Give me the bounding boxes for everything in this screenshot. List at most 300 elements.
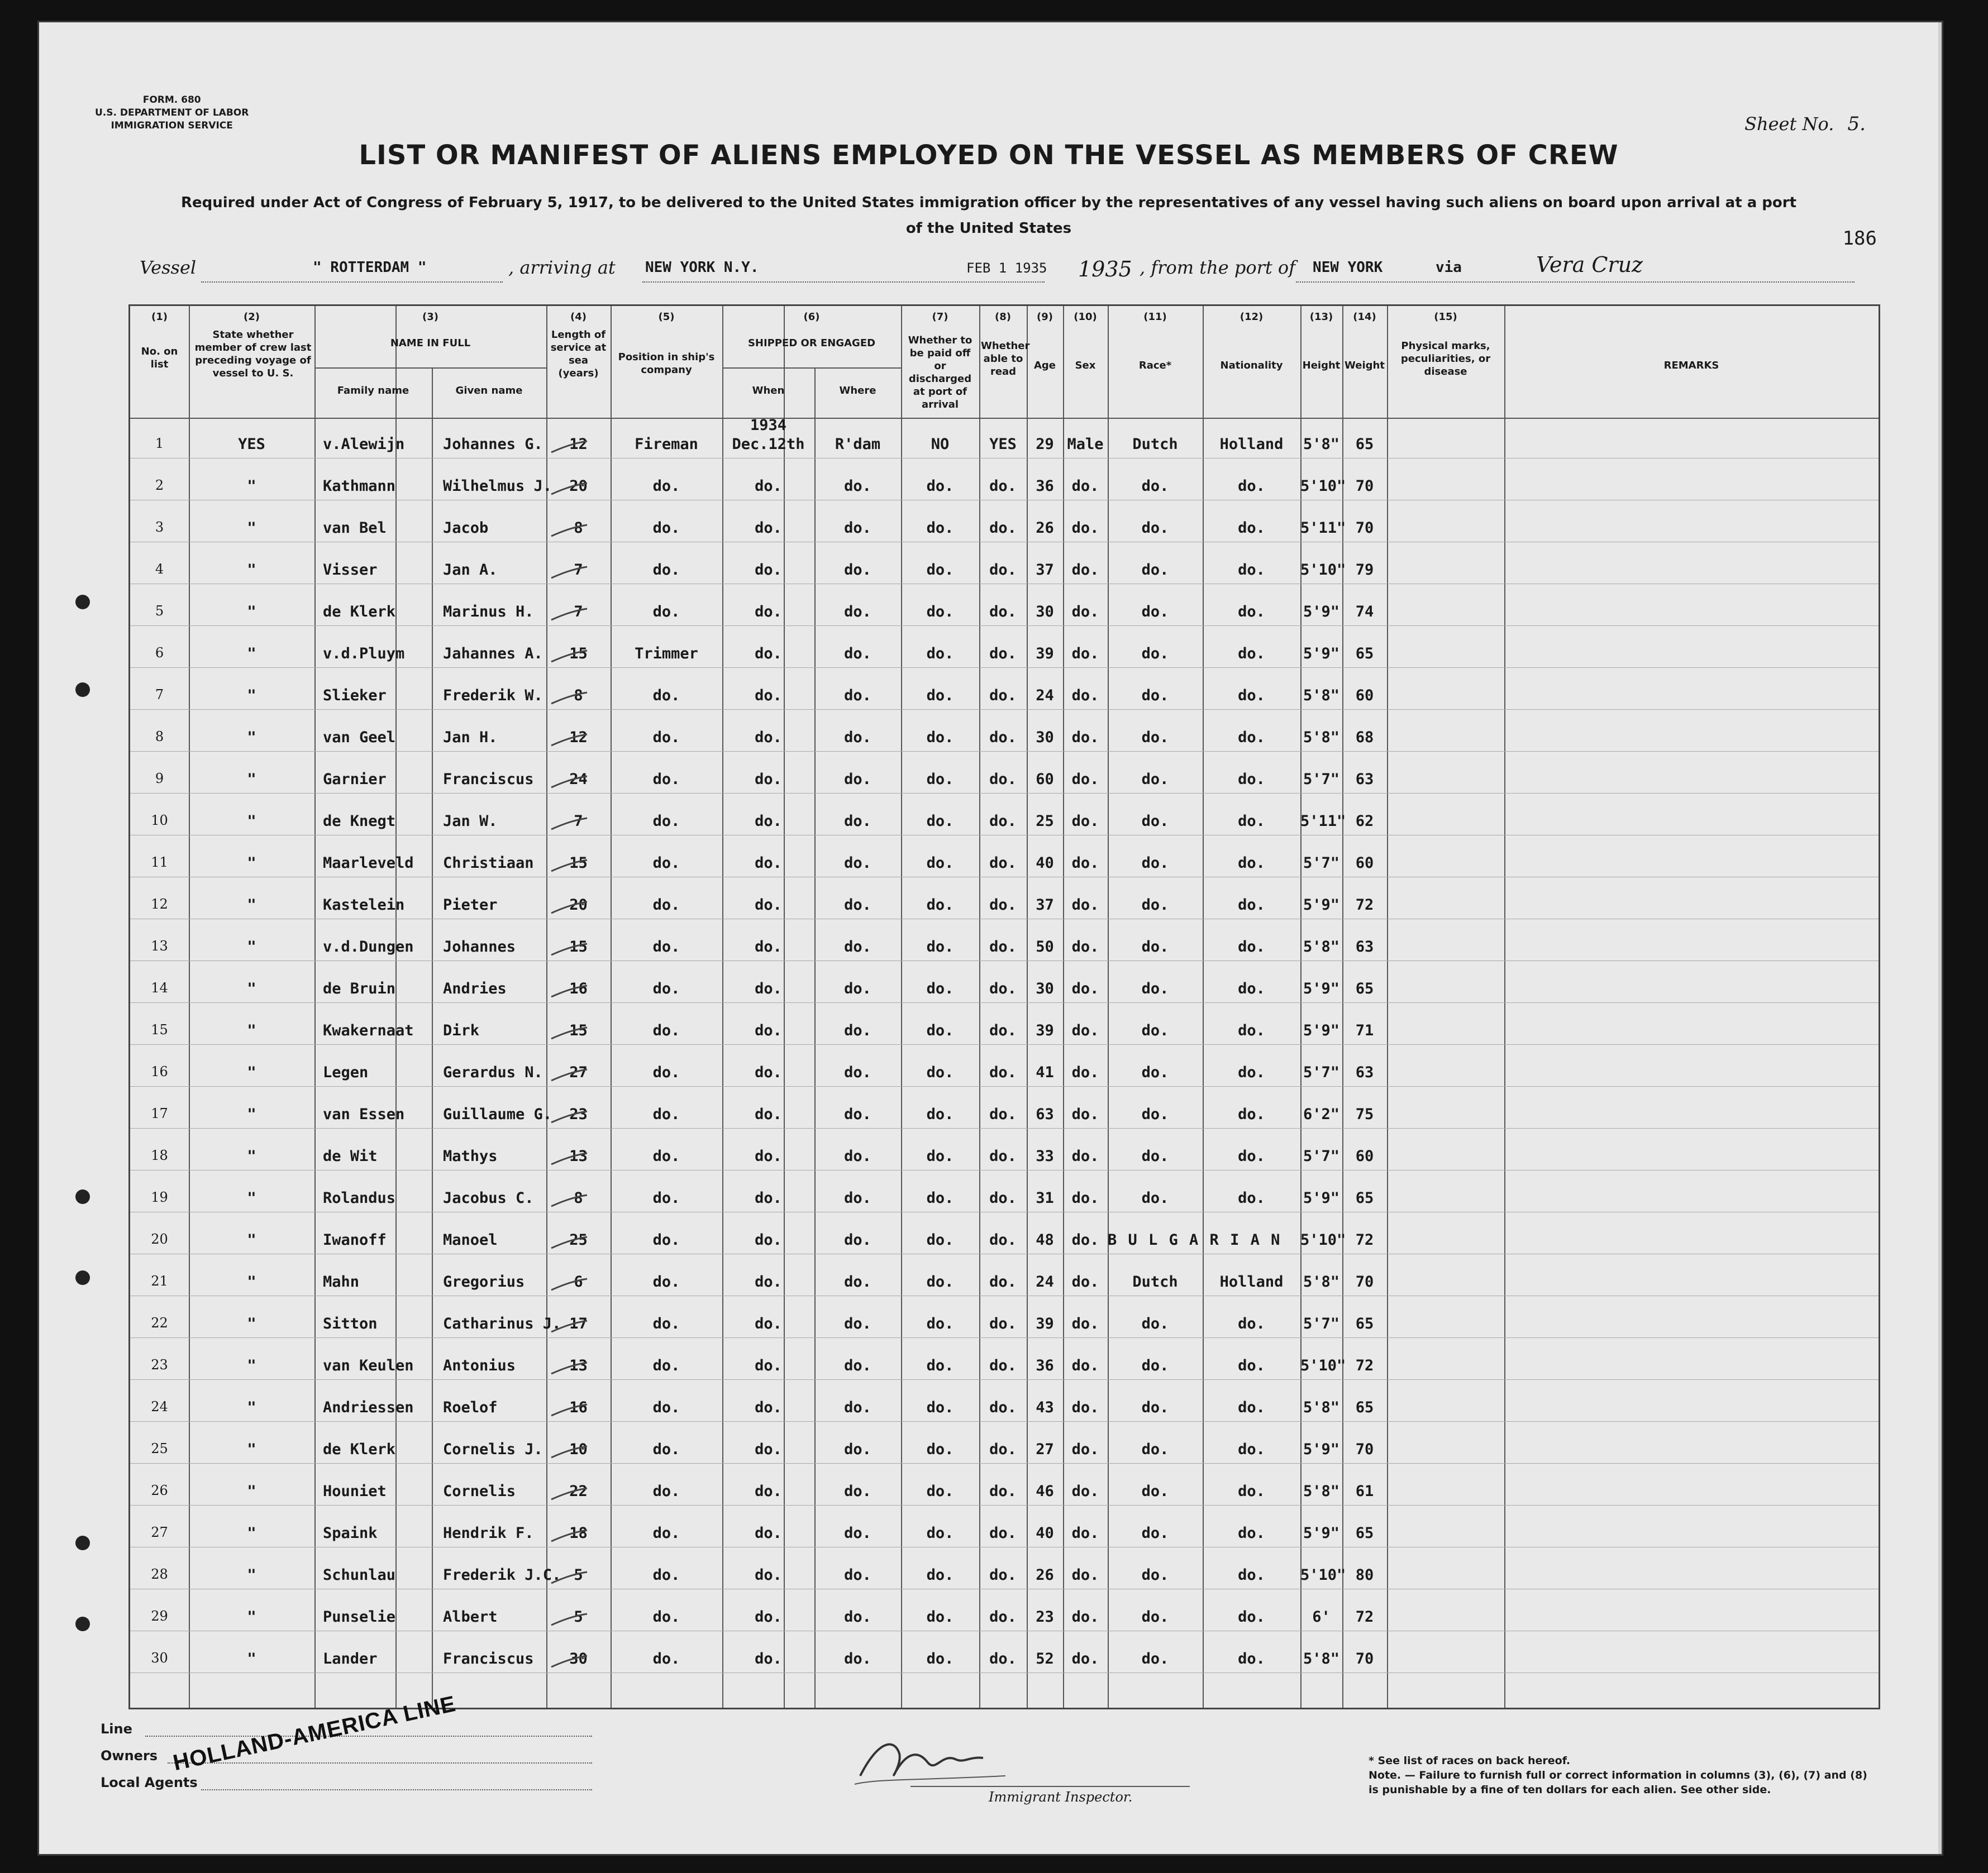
cell-read: do. <box>989 1189 1017 1207</box>
cell-weight: 65 <box>1355 1189 1374 1207</box>
form-number: FORM. 680 <box>142 94 201 106</box>
header-weight: Weight <box>1345 360 1385 371</box>
cell-given: Gregorius <box>443 1273 525 1291</box>
cell-height: 5'9" <box>1303 1189 1340 1207</box>
tally-mark <box>550 1026 589 1043</box>
cell-sex: do. <box>1071 1608 1099 1626</box>
cell-age: 23 <box>1036 1608 1054 1626</box>
penalty-note-line1: Note. — Failure to furnish full or correct information in columns (3), (6), (7) and (8) <box>1369 1769 1867 1781</box>
tally-mark <box>550 775 589 792</box>
cell-read: do. <box>989 1231 1017 1249</box>
cell-family: Maarleveld <box>323 854 414 872</box>
cell-height: 5'9" <box>1303 645 1340 662</box>
cell-where: do. <box>844 561 871 579</box>
punch-hole <box>75 1617 90 1631</box>
cell-nat: do. <box>1238 1441 1265 1458</box>
cell-position: do. <box>652 771 680 788</box>
cell-height: 5'8" <box>1303 1650 1340 1667</box>
cell-sex: do. <box>1071 896 1099 914</box>
tally-mark <box>550 943 589 959</box>
cell-race: do. <box>1141 477 1169 495</box>
header-height: Height <box>1302 360 1341 371</box>
cell-family: Spaink <box>323 1525 378 1542</box>
cell-read: do. <box>989 1525 1017 1542</box>
cell-no: 7 <box>155 687 164 703</box>
cell-weight: 75 <box>1355 1106 1374 1123</box>
cell-paid: do. <box>926 1148 954 1165</box>
cell-where: do. <box>844 1022 871 1039</box>
cell-weight: 65 <box>1355 1525 1374 1542</box>
arriving-port: NEW YORK N.Y. <box>645 259 759 276</box>
cell-read: do. <box>989 603 1017 620</box>
cell-service: 13 <box>569 1148 588 1165</box>
cell-prev: " <box>247 1566 256 1584</box>
cell-read: do. <box>989 1357 1017 1374</box>
cell-race: Dutch <box>1132 1273 1178 1291</box>
header-c5-number: (5) <box>658 311 675 323</box>
cell-prev: " <box>247 1608 256 1626</box>
cell-position: do. <box>652 896 680 914</box>
cell-read: do. <box>989 477 1017 495</box>
cell-race: do. <box>1141 561 1169 579</box>
sheet-number-label: Sheet No. <box>1744 113 1834 135</box>
cell-position: do. <box>652 561 680 579</box>
cell-given: Cornelis <box>443 1483 516 1500</box>
cell-read: do. <box>989 1022 1017 1039</box>
tally-mark <box>550 1320 589 1336</box>
cell-service: 25 <box>569 1231 588 1249</box>
cell-service: 8 <box>574 1189 583 1207</box>
cell-nat: do. <box>1238 1148 1265 1165</box>
cell-paid: do. <box>926 813 954 830</box>
cell-nat: do. <box>1238 729 1265 746</box>
cell-given: Frederik W. <box>443 687 543 704</box>
cell-where: do. <box>844 729 871 746</box>
cell-read: do. <box>989 1148 1017 1165</box>
cell-height: 5'9" <box>1303 1441 1340 1458</box>
cell-read: do. <box>989 519 1017 537</box>
cell-read: do. <box>989 1441 1017 1458</box>
cell-position: do. <box>652 1022 680 1039</box>
header-nationality: Nationality <box>1220 360 1283 371</box>
cell-nat: do. <box>1238 1483 1265 1500</box>
punch-hole <box>75 1270 90 1285</box>
cell-weight: 68 <box>1355 729 1374 746</box>
cell-family: Slieker <box>323 687 387 704</box>
cell-given: Jan A. <box>443 561 498 579</box>
tally-mark <box>550 1529 589 1546</box>
header-c4-number: (4) <box>570 311 587 323</box>
header-c11-number: (11) <box>1143 311 1167 323</box>
cell-family: Iwanoff <box>323 1231 387 1249</box>
cell-read: do. <box>989 687 1017 704</box>
cell-no: 21 <box>151 1273 168 1289</box>
cell-race: do. <box>1141 1525 1169 1542</box>
cell-age: 39 <box>1036 1022 1054 1039</box>
cell-position: do. <box>652 1399 680 1416</box>
cell-when: do. <box>755 938 782 955</box>
cell-weight: 71 <box>1355 1022 1374 1039</box>
cell-service: 12 <box>569 729 588 746</box>
footer-notes <box>1369 1753 1867 1797</box>
cell-prev: " <box>247 938 256 955</box>
cell-sex: do. <box>1071 1399 1099 1416</box>
cell-position: Trimmer <box>635 645 698 662</box>
cell-sex: do. <box>1071 477 1099 495</box>
cell-paid: do. <box>926 1189 954 1207</box>
cell-when: do. <box>755 1106 782 1123</box>
cell-race: do. <box>1141 771 1169 788</box>
cell-race: do. <box>1141 980 1169 997</box>
cell-when: Dec.12th <box>732 436 805 453</box>
cell-weight: 70 <box>1355 1441 1374 1458</box>
header-able-to-read: Whether able to read <box>981 340 1030 378</box>
cell-age: 39 <box>1036 645 1054 662</box>
cell-nat: do. <box>1238 980 1265 997</box>
tally-mark <box>550 1068 589 1085</box>
cell-read: do. <box>989 561 1017 579</box>
cell-height: 5'8" <box>1303 729 1340 746</box>
cell-race: do. <box>1141 938 1169 955</box>
header-when: When <box>752 385 785 396</box>
cell-sex: do. <box>1071 854 1099 872</box>
cell-sex: Male <box>1067 436 1104 453</box>
tally-mark <box>550 566 589 582</box>
tally-mark <box>550 817 589 834</box>
cell-weight: 65 <box>1355 436 1374 453</box>
cell-prev: " <box>247 1315 256 1332</box>
cell-where: do. <box>844 1064 871 1081</box>
cell-family: de Wit <box>323 1148 378 1165</box>
cell-nat: do. <box>1238 813 1265 830</box>
cell-paid: do. <box>926 1064 954 1081</box>
tally-mark <box>550 1152 589 1169</box>
cell-service: 7 <box>574 813 583 830</box>
cell-prev: " <box>247 771 256 788</box>
cell-service: 12 <box>569 436 588 453</box>
cell-read: do. <box>989 1315 1017 1332</box>
header-sex: Sex <box>1075 360 1096 371</box>
tally-mark <box>550 1445 589 1462</box>
cell-prev: " <box>247 1650 256 1667</box>
cell-race: do. <box>1141 603 1169 620</box>
sheet-number <box>1744 113 1866 135</box>
cell-weight: 70 <box>1355 477 1374 495</box>
cell-sex: do. <box>1071 938 1099 955</box>
cell-weight: 65 <box>1355 1399 1374 1416</box>
tally-mark <box>550 985 589 1001</box>
cell-height: 5'9" <box>1303 1525 1340 1542</box>
statutory-notice-line1: Required under Act of Congress of February 5, 1917, to be delivered to the United States immigration officer by the representatives of any vessel having such aliens on board upon arrival at a port <box>180 194 1797 211</box>
cell-race: do. <box>1141 896 1169 914</box>
cell-service: 10 <box>569 1441 588 1458</box>
header-c15-number: (15) <box>1434 311 1457 323</box>
cell-service: 8 <box>574 519 583 537</box>
cell-weight: 70 <box>1355 519 1374 537</box>
cell-given: Franciscus <box>443 1650 534 1667</box>
cell-no: 16 <box>151 1064 168 1079</box>
cell-prev: " <box>247 519 256 537</box>
cell-when: do. <box>755 1273 782 1291</box>
cell-no: 29 <box>151 1608 168 1624</box>
cell-sex: do. <box>1071 1483 1099 1500</box>
cell-height: 5'10" <box>1300 477 1346 495</box>
cell-prev: " <box>247 813 256 830</box>
cell-age: 43 <box>1036 1399 1054 1416</box>
cell-when: do. <box>755 854 782 872</box>
cell-age: 24 <box>1036 1273 1054 1291</box>
cell-no: 20 <box>151 1231 168 1247</box>
cell-nat: Holland <box>1219 436 1284 453</box>
cell-position: do. <box>652 603 680 620</box>
cell-where: do. <box>844 519 871 537</box>
cell-height: 5'7" <box>1303 854 1340 872</box>
tally-mark <box>550 1655 589 1671</box>
cell-service: 15 <box>569 645 588 662</box>
cell-position: do. <box>652 1441 680 1458</box>
cell-age: 46 <box>1036 1483 1054 1500</box>
cell-no: 18 <box>151 1148 168 1163</box>
document-title: LIST OR MANIFEST OF ALIENS EMPLOYED ON THE VESSEL AS MEMBERS OF CREW <box>359 140 1619 171</box>
cell-service: 16 <box>569 980 588 997</box>
cell-no: 24 <box>151 1399 168 1415</box>
cell-sex: do. <box>1071 1106 1099 1123</box>
cell-given: Christiaan <box>443 854 534 872</box>
cell-no: 25 <box>151 1441 168 1456</box>
cell-age: 48 <box>1036 1231 1054 1249</box>
cell-family: Punselie <box>323 1608 396 1626</box>
cell-given: Franciscus <box>443 771 534 788</box>
cell-position: do. <box>652 980 680 997</box>
cell-sex: do. <box>1071 1273 1099 1291</box>
cell-race: do. <box>1141 687 1169 704</box>
cell-family: van Keulen <box>323 1357 414 1374</box>
cell-position: do. <box>652 1148 680 1165</box>
header-where: Where <box>839 385 876 396</box>
cell-nat: do. <box>1238 519 1265 537</box>
cell-given: Andries <box>443 980 507 997</box>
cell-weight: 79 <box>1355 561 1374 579</box>
header-race: Race* <box>1138 360 1172 371</box>
cell-race: do. <box>1141 1650 1169 1667</box>
cell-race: do. <box>1141 854 1169 872</box>
cell-where: do. <box>844 1608 871 1626</box>
cell-age: 30 <box>1036 980 1054 997</box>
cell-nat: do. <box>1238 1106 1265 1123</box>
header-remarks: REMARKS <box>1663 360 1719 371</box>
cell-height: 5'7" <box>1303 771 1340 788</box>
cell-paid: do. <box>926 938 954 955</box>
cell-prev: " <box>247 1273 256 1291</box>
cell-service: 15 <box>569 938 588 955</box>
cell-age: 26 <box>1036 1566 1054 1584</box>
cell-service: 7 <box>574 603 583 620</box>
cell-height: 5'10" <box>1300 1231 1346 1249</box>
cell-nat: do. <box>1238 1357 1265 1374</box>
cell-when: do. <box>755 729 782 746</box>
cell-weight: 60 <box>1355 1148 1374 1165</box>
cell-age: 40 <box>1036 1525 1054 1542</box>
local-agents-label: Local Agents <box>101 1775 198 1790</box>
cell-given: Frederik J.C. <box>443 1566 561 1584</box>
cell-paid: do. <box>926 603 954 620</box>
tally-mark <box>550 901 589 918</box>
cell-position: do. <box>652 854 680 872</box>
cell-family: Kastelein <box>323 896 405 914</box>
cell-position: do. <box>652 1608 680 1626</box>
cell-paid: do. <box>926 1483 954 1500</box>
cell-where: do. <box>844 1441 871 1458</box>
cell-sex: do. <box>1071 519 1099 537</box>
cell-when: do. <box>755 1483 782 1500</box>
cell-given: Gerardus N. <box>443 1064 543 1081</box>
cell-family: Andriessen <box>323 1399 414 1416</box>
cell-when: do. <box>755 603 782 620</box>
cell-no: 14 <box>151 980 168 996</box>
cell-height: 5'10" <box>1300 1357 1346 1374</box>
cell-when: do. <box>755 1441 782 1458</box>
cell-race: do. <box>1141 1064 1169 1081</box>
cell-age: 40 <box>1036 854 1054 872</box>
cell-service: 22 <box>569 1483 588 1500</box>
cell-position: Fireman <box>635 436 698 453</box>
cell-when: do. <box>755 1357 782 1374</box>
cell-no: 8 <box>155 729 164 744</box>
cell-race: do. <box>1141 1189 1169 1207</box>
cell-service: 15 <box>569 854 588 872</box>
cell-family: Lander <box>323 1650 378 1667</box>
cell-position: do. <box>652 687 680 704</box>
cell-family: van Geel <box>323 729 396 746</box>
cell-sex: do. <box>1071 687 1099 704</box>
cell-position: do. <box>652 1231 680 1249</box>
cell-race: do. <box>1141 519 1169 537</box>
shipped-year: 1934 <box>750 417 787 434</box>
cell-age: 63 <box>1036 1106 1054 1123</box>
cell-prev: " <box>247 1148 256 1165</box>
cell-read: YES <box>989 436 1017 453</box>
header-c3-number: (3) <box>422 311 438 323</box>
tally-mark <box>550 440 589 457</box>
cell-weight: 70 <box>1355 1273 1374 1291</box>
cell-height: 5'9" <box>1303 896 1340 914</box>
cell-where: do. <box>844 603 871 620</box>
cell-position: do. <box>652 519 680 537</box>
header-previous-voyage: State whether member of crew last preceding voyage of vessel to U. S. <box>194 329 312 379</box>
cell-family: de Klerk <box>323 1441 396 1458</box>
cell-given: Jacob <box>443 519 489 537</box>
cell-read: do. <box>989 1650 1017 1667</box>
cell-prev: " <box>247 561 256 579</box>
cell-height: 5'9" <box>1303 980 1340 997</box>
cell-given: Albert <box>443 1608 498 1626</box>
cell-where: do. <box>844 1231 871 1249</box>
cell-family: Garnier <box>323 771 387 788</box>
inspector-signature <box>843 1731 1022 1793</box>
cell-sex: do. <box>1071 771 1099 788</box>
header-length-of-service: Length of service at sea (years) <box>550 329 607 379</box>
cell-given: Mathys <box>443 1148 498 1165</box>
cell-prev: " <box>247 1106 256 1123</box>
vessel-name: " ROTTERDAM " <box>313 259 427 276</box>
cell-no: 30 <box>151 1650 168 1666</box>
cell-when: do. <box>755 1148 782 1165</box>
sheet-number-value: 5. <box>1847 113 1866 135</box>
cell-no: 1 <box>155 436 164 451</box>
cell-paid: do. <box>926 561 954 579</box>
cell-nat: do. <box>1238 1022 1265 1039</box>
cell-paid: do. <box>926 729 954 746</box>
cell-race: do. <box>1141 1441 1169 1458</box>
cell-prev: " <box>247 1189 256 1207</box>
header-c7-number: (7) <box>932 311 948 323</box>
cell-no: 3 <box>155 519 164 535</box>
cell-paid: do. <box>926 519 954 537</box>
cell-when: do. <box>755 1608 782 1626</box>
cell-when: do. <box>755 1650 782 1667</box>
cell-given: Johannes <box>443 938 516 955</box>
cell-read: do. <box>989 1399 1017 1416</box>
cell-nat: do. <box>1238 645 1265 662</box>
cell-given: Wilhelmus J. <box>443 477 552 495</box>
cell-age: 29 <box>1036 436 1054 453</box>
cell-race: do. <box>1141 1608 1169 1626</box>
cell-service: 27 <box>569 1064 588 1081</box>
cell-prev: " <box>247 1483 256 1500</box>
cell-service: 13 <box>569 1357 588 1374</box>
cell-where: do. <box>844 980 871 997</box>
cell-given: Guillaume G. <box>443 1106 552 1123</box>
cell-prev: " <box>247 645 256 662</box>
cell-family: Schunlau <box>323 1566 396 1584</box>
cell-nat: do. <box>1238 938 1265 955</box>
tally-mark <box>550 524 589 541</box>
via-port: Vera Cruz <box>1536 252 1643 277</box>
cell-paid: do. <box>926 1566 954 1584</box>
arrival-year: 1935 <box>1078 257 1132 281</box>
cell-service: 16 <box>569 1399 588 1416</box>
cell-weight: 74 <box>1355 603 1374 620</box>
cell-where: do. <box>844 1650 871 1667</box>
cell-paid: do. <box>926 1525 954 1542</box>
cell-paid: do. <box>926 687 954 704</box>
cell-where: R'dam <box>835 436 881 453</box>
cell-given: Hendrik F. <box>443 1525 534 1542</box>
cell-race: B U L G A R I A N <box>1108 1231 1281 1249</box>
cell-given: Jan H. <box>443 729 498 746</box>
tally-mark <box>550 1278 589 1294</box>
cell-race: Dutch <box>1132 436 1178 453</box>
cell-height: 5'7" <box>1303 1315 1340 1332</box>
cell-read: do. <box>989 771 1017 788</box>
header-physical-marks: Physical marks, peculiarities, or disease <box>1400 340 1491 378</box>
cell-family: v.d.Pluym <box>323 645 405 662</box>
cell-height: 5'8" <box>1303 436 1340 453</box>
cell-sex: do. <box>1071 1315 1099 1332</box>
cell-prev: " <box>247 1064 256 1081</box>
cell-no: 26 <box>151 1483 168 1498</box>
cell-no: 4 <box>155 561 164 577</box>
line-label: Line <box>101 1721 132 1737</box>
cell-sex: do. <box>1071 729 1099 746</box>
cell-when: do. <box>755 1399 782 1416</box>
cell-when: do. <box>755 687 782 704</box>
cell-read: do. <box>989 896 1017 914</box>
cell-age: 39 <box>1036 1315 1054 1332</box>
cell-no: 15 <box>151 1022 168 1038</box>
tally-mark <box>550 1110 589 1127</box>
cell-age: 36 <box>1036 477 1054 495</box>
